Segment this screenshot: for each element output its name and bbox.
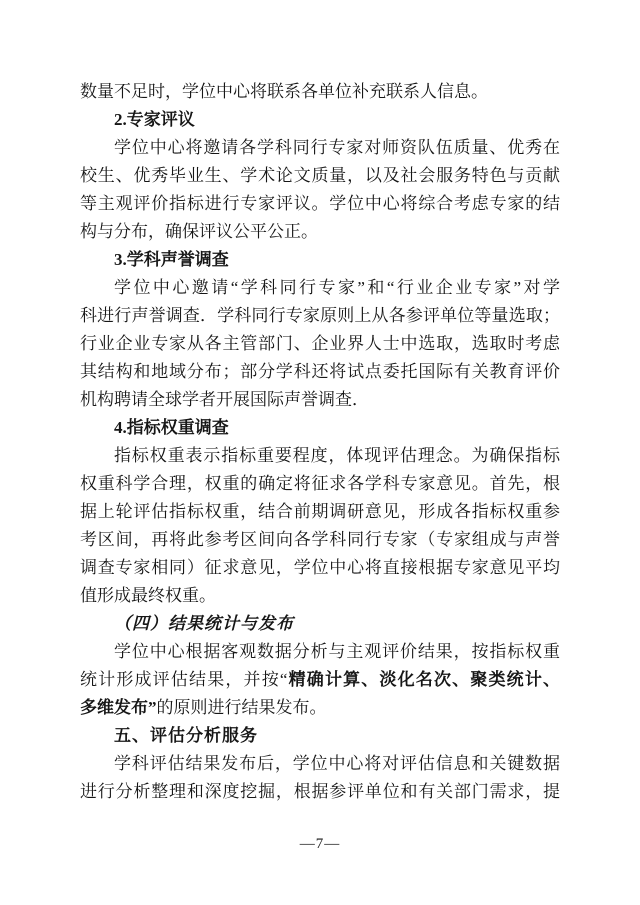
body-line: 科进行声誉调查．学科同行专家原则上从各参评单位等量选取；: [80, 306, 560, 325]
bold-principle-text: 精确计算、淡化名次、聚类统计、: [287, 670, 561, 689]
body-text: 统计形成评估结果，并按“: [80, 670, 288, 689]
page-number: —7—: [299, 836, 341, 852]
body-line-with-bold: [80, 666, 560, 694]
body-line-with-bold: [80, 694, 560, 722]
body-line: 行业企业专家从各主管部门、企业界人士中选取，选取时考虑: [80, 334, 560, 353]
body-line: 校生、优秀毕业生、学术论文质量，以及社会服务特色与贡献: [80, 166, 560, 185]
body-line: 调查专家相同）征求意见，学位中心将直接根据专家意见平均: [80, 558, 560, 577]
heading-4-weight-survey: 4.指标权重调查: [114, 418, 229, 437]
body-line: 值形成最终权重。: [80, 586, 216, 605]
body-line: 权重科学合理，权重的确定将征求各学科专家意见。首先，根: [80, 474, 560, 493]
document-body: [80, 78, 560, 806]
body-text: 的原则进行结果发布。: [156, 698, 327, 717]
heading-2-expert-review: 2.专家评议: [114, 110, 195, 129]
heading-section-5-analysis-service: 五、评估分析服务: [114, 726, 258, 745]
body-line: 数量不足时，学位中心将联系各单位补充联系人信息。: [80, 82, 488, 101]
body-line: 其结构和地域分布；部分学科还将试点委托国际有关教育评价: [80, 362, 560, 381]
body-line: 学位中心邀请“学科同行专家”和“行业企业专家”对学: [114, 278, 560, 297]
body-line: 进行分析整理和深度挖掘，根据参评单位和有关部门需求，提: [80, 782, 560, 801]
body-line: 构与分布，确保评议公平公正。: [80, 222, 318, 241]
body-line: 机构聘请全球学者开展国际声誉调查．: [80, 390, 369, 409]
body-line: 指标权重表示指标重要程度，体现评估理念。为确保指标: [114, 446, 560, 465]
body-line: 学科评估结果发布后，学位中心将对评估信息和关键数据: [114, 754, 560, 773]
heading-3-reputation-survey: 3.学科声誉调查: [114, 250, 229, 269]
body-line: 等主观评价指标进行专家评议。学位中心将综合考虑专家的结: [80, 194, 560, 213]
body-line: 学位中心将邀请各学科同行专家对师资队伍质量、优秀在: [114, 138, 560, 157]
body-line: 考区间，再将此参考区间向各学科同行专家（专家组成与声誉: [80, 530, 560, 549]
body-line: 学位中心根据客观数据分析与主观评价结果，按指标权重: [114, 642, 560, 661]
body-line: 据上轮评估指标权重，结合前期调研意见，形成各指标权重参: [80, 502, 560, 521]
bold-principle-text: 多维发布”: [80, 698, 157, 717]
heading-section-4-results: （四）结果统计与发布: [114, 614, 294, 633]
